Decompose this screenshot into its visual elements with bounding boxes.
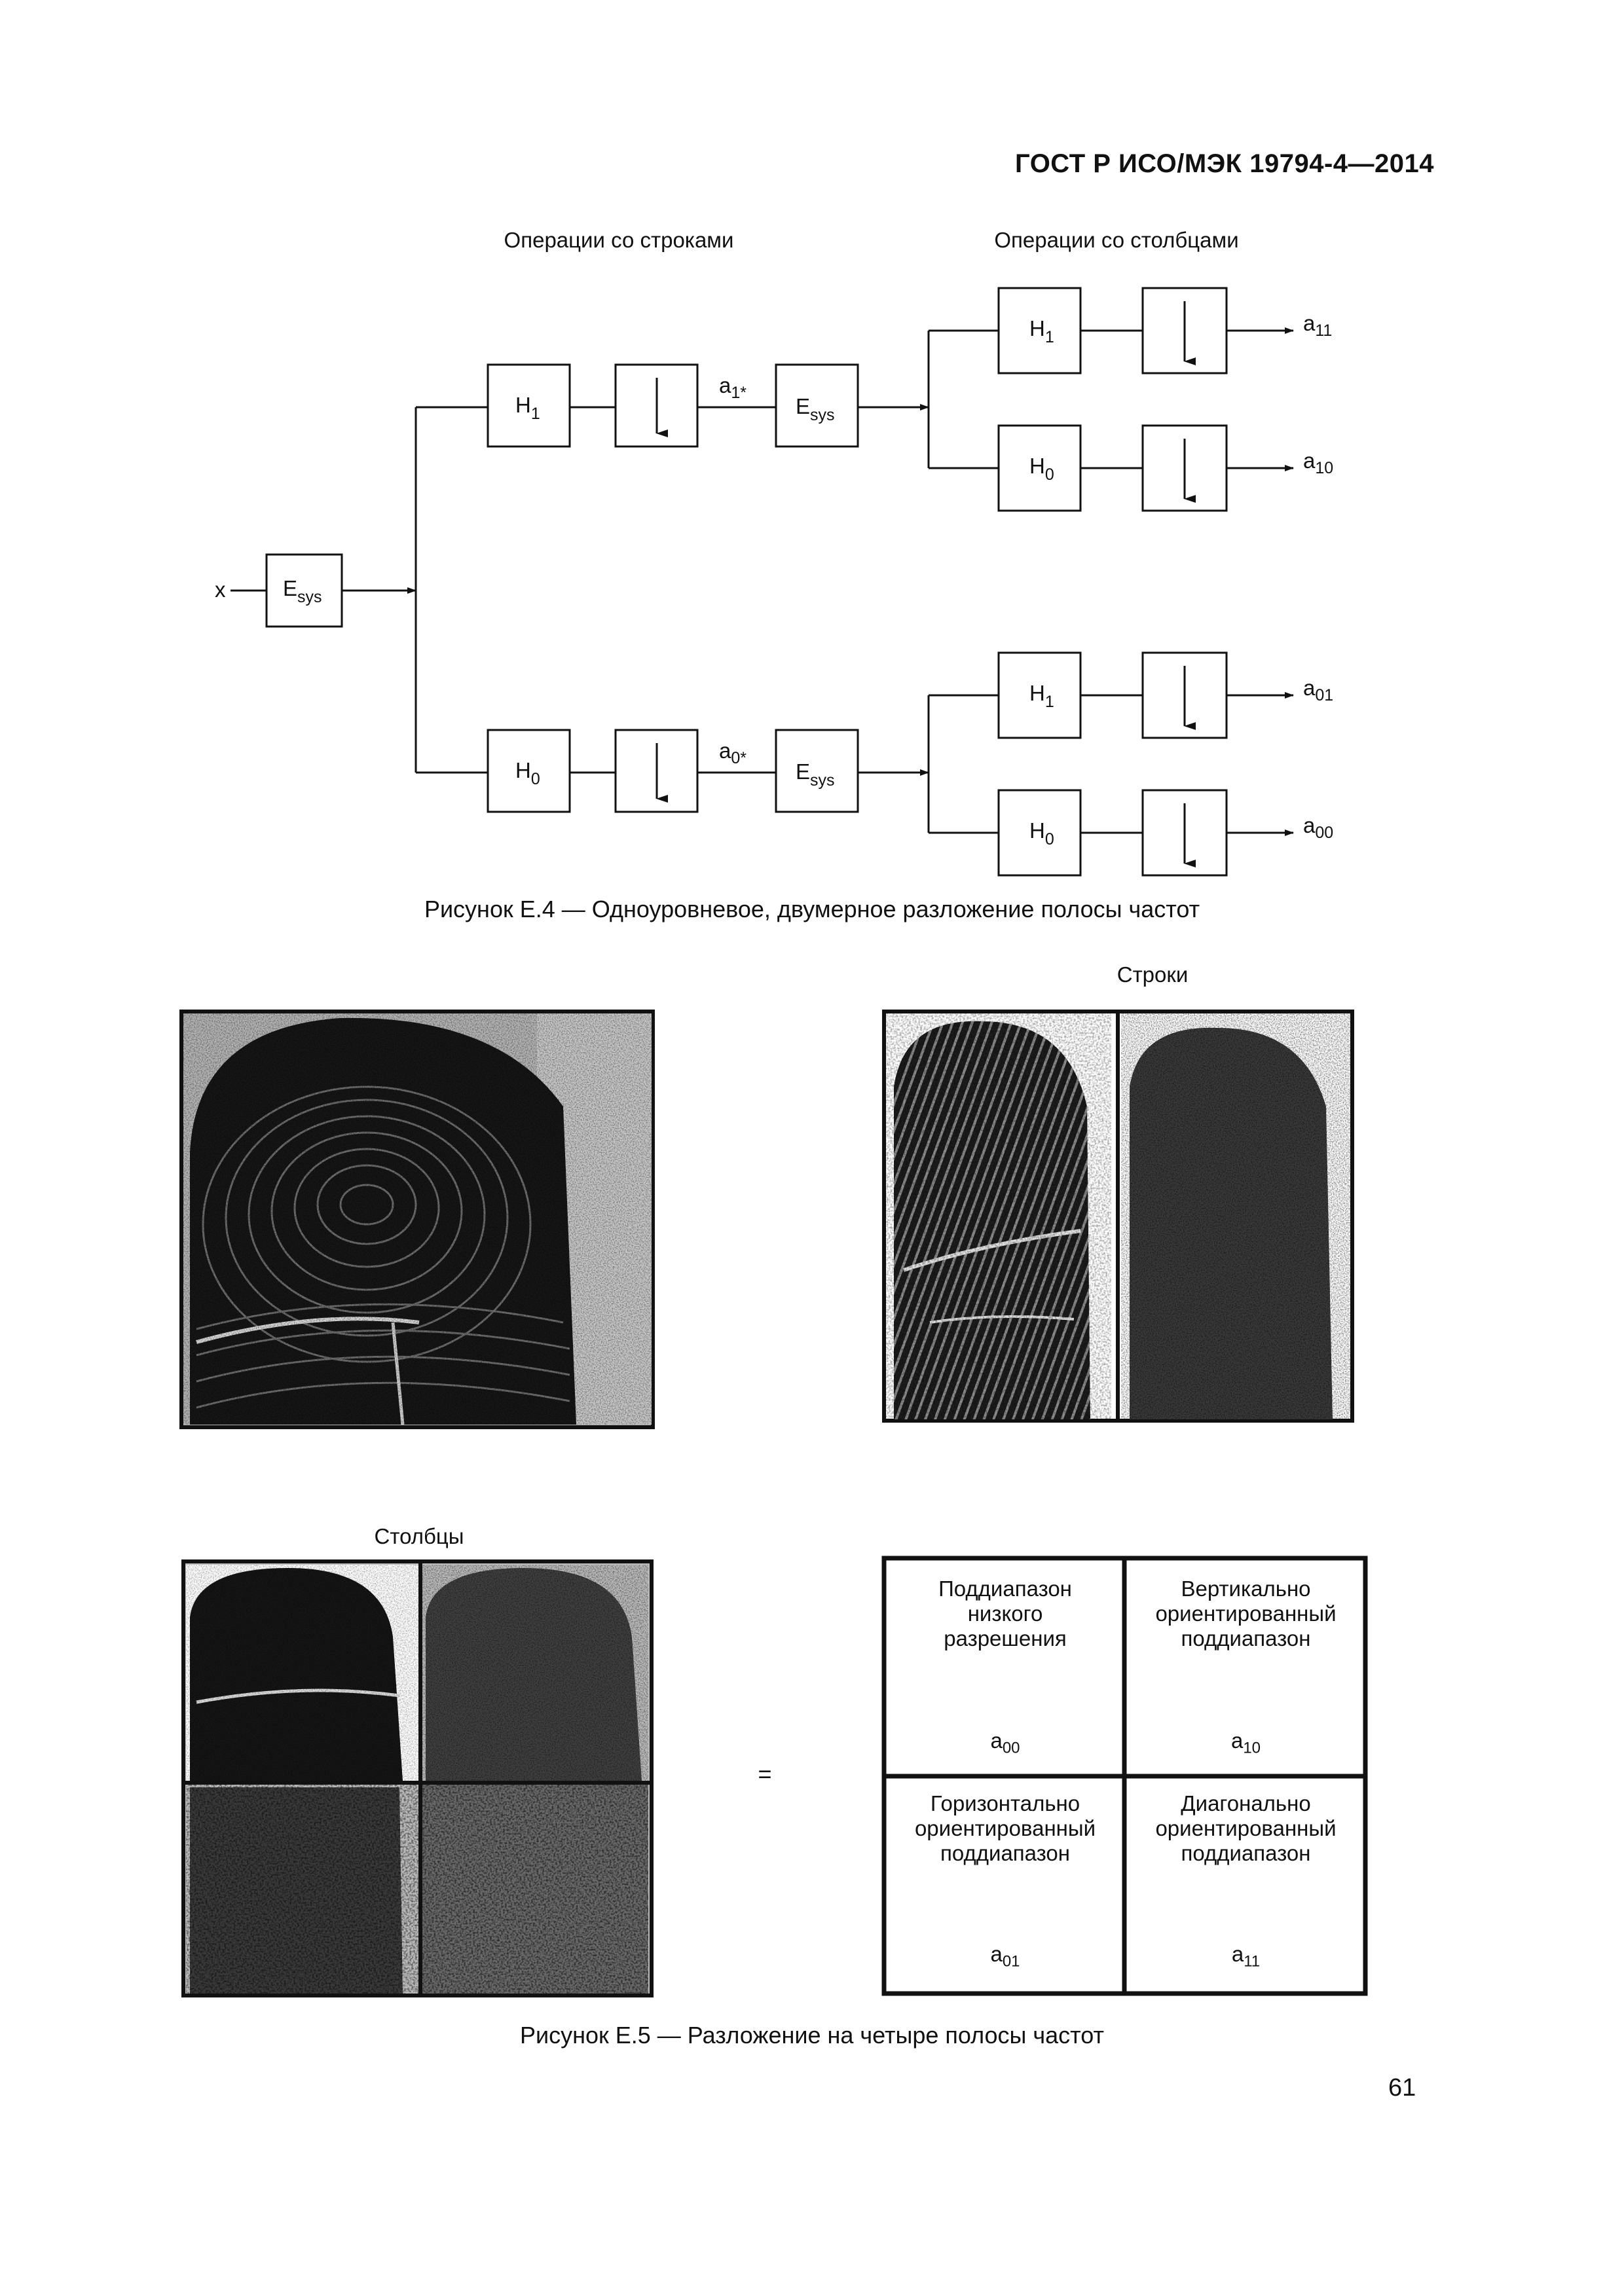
h0-label: $H_0$ <box>1029 818 1054 848</box>
page-number: 61 <box>1388 2074 1416 2102</box>
esys-label: $E_{sys}$ <box>796 759 835 790</box>
block-diagram-figure-e4 <box>0 0 1624 930</box>
subband-a00-label: $a_{00}$ <box>990 1728 1020 1757</box>
h1-label: $H_1$ <box>1029 681 1054 711</box>
rows-label: Строки <box>1116 962 1189 987</box>
input-x-label: x <box>215 577 226 602</box>
esys-label: $E_{sys}$ <box>796 394 835 424</box>
subband-a01-label: $a_{01}$ <box>990 1942 1020 1971</box>
output-a10-label: $a_{10}$ <box>1303 448 1334 477</box>
equals-sign: = <box>758 1760 772 1787</box>
subband-a11-label: $a_{11}$ <box>1231 1942 1261 1971</box>
h1-label: $H_1$ <box>515 393 540 423</box>
a1-star-label: $a_{1*}$ <box>719 373 747 402</box>
rows-operations-label: Операции со строками <box>504 228 734 252</box>
output-a11-label: $a_{11}$ <box>1303 311 1333 340</box>
fingerprint-figure-e5 <box>0 956 1624 2030</box>
subband-horizontal-label: Горизонтально ориентированный поддиапазон <box>914 1791 1096 1865</box>
columns-label: Столбцы <box>374 1524 464 1548</box>
subband-diagonal-label: Диагонально ориентированный поддиапазон <box>1155 1791 1337 1865</box>
subband-a10-label: $a_{10}$ <box>1230 1728 1261 1757</box>
output-a01-label: $a_{01}$ <box>1303 676 1334 704</box>
columns-operations-label: Операции со столбцами <box>994 228 1239 252</box>
rows-transformed-image <box>884 1011 1352 1421</box>
subband-vertical-label: Вертикально ориентированный поддиапазон <box>1155 1576 1337 1650</box>
columns-transformed-image <box>183 1561 652 1995</box>
esys-label: $E_{sys}$ <box>283 576 322 606</box>
document-standard-header: ГОСТ Р ИСО/МЭК 19794-4—2014 <box>1015 149 1434 178</box>
h1-label: $H_1$ <box>1029 316 1054 346</box>
output-a00-label: $a_{00}$ <box>1303 813 1334 842</box>
a0-star-label: $a_{0*}$ <box>719 738 747 767</box>
figure-e4-caption: Рисунок Е.4 — Одноуровневое, двумерное разложение полосы частот <box>424 896 1200 922</box>
h0-label: $H_0$ <box>1029 454 1054 484</box>
figure-e5-caption: Рисунок Е.5 — Разложение на четыре полосы частот <box>519 2022 1104 2049</box>
subband-low-resolution-label: Поддиапазон низкого разрешения <box>938 1576 1072 1650</box>
h0-label: $H_0$ <box>515 758 540 788</box>
original-fingerprint-image <box>181 1011 653 1427</box>
